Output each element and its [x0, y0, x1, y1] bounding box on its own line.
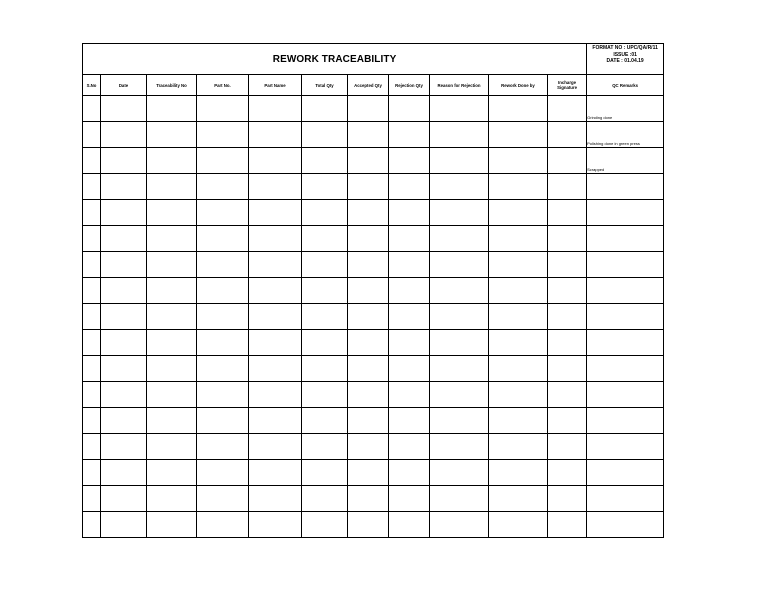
table-cell[interactable] — [197, 460, 249, 486]
table-row — [83, 122, 664, 148]
table-cell[interactable] — [83, 304, 101, 330]
qc-remarks-cell[interactable] — [587, 200, 664, 226]
table-cell[interactable] — [389, 434, 430, 460]
table-cell[interactable] — [302, 174, 348, 200]
table-cell[interactable] — [430, 200, 489, 226]
column-header: Total Qty — [302, 75, 348, 96]
table-cell[interactable] — [489, 382, 548, 408]
table-cell[interactable] — [430, 226, 489, 252]
table-row — [83, 434, 664, 460]
column-header: Date — [101, 75, 147, 96]
table-cell[interactable] — [389, 460, 430, 486]
table-cell[interactable] — [197, 174, 249, 200]
table-cell[interactable] — [101, 174, 147, 200]
table-cell[interactable] — [249, 434, 302, 460]
table-row — [83, 408, 664, 434]
table-row — [83, 96, 664, 122]
qc-remarks-cell[interactable] — [587, 460, 664, 486]
table-cell[interactable] — [249, 356, 302, 382]
table-row — [83, 330, 664, 356]
table-cell[interactable] — [147, 460, 197, 486]
column-header: Part Name — [249, 75, 302, 96]
table-cell[interactable] — [83, 408, 101, 434]
table-cell[interactable] — [489, 174, 548, 200]
table-cell[interactable] — [548, 200, 587, 226]
table-cell[interactable] — [197, 226, 249, 252]
table-cell[interactable] — [147, 408, 197, 434]
table-cell[interactable] — [197, 330, 249, 356]
table-cell[interactable] — [197, 278, 249, 304]
qc-remarks-cell[interactable] — [587, 278, 664, 304]
table-cell[interactable] — [101, 148, 147, 174]
table-cell[interactable] — [249, 96, 302, 122]
qc-remarks-cell[interactable] — [587, 304, 664, 330]
table-cell[interactable] — [101, 356, 147, 382]
table-cell[interactable] — [83, 148, 101, 174]
table-cell[interactable] — [430, 148, 489, 174]
table-cell[interactable] — [249, 252, 302, 278]
table-cell[interactable] — [389, 304, 430, 330]
table-cell[interactable] — [348, 460, 389, 486]
table-cell[interactable] — [101, 434, 147, 460]
format-number: FORMAT NO : UPC/QA/R/11 — [592, 45, 658, 51]
table-cell[interactable] — [147, 148, 197, 174]
table-cell[interactable] — [389, 200, 430, 226]
table-cell[interactable] — [489, 278, 548, 304]
table-cell[interactable] — [548, 408, 587, 434]
table-cell[interactable] — [430, 356, 489, 382]
table-cell[interactable] — [430, 252, 489, 278]
table-cell[interactable] — [101, 226, 147, 252]
table-cell[interactable] — [101, 408, 147, 434]
table-cell[interactable] — [197, 96, 249, 122]
table-cell[interactable] — [389, 226, 430, 252]
table-cell[interactable] — [197, 486, 249, 512]
table-cell[interactable] — [348, 330, 389, 356]
table-cell[interactable] — [249, 460, 302, 486]
table-row — [83, 252, 664, 278]
table-cell[interactable] — [83, 200, 101, 226]
table-cell[interactable] — [548, 148, 587, 174]
table-cell[interactable] — [389, 356, 430, 382]
table-cell[interactable] — [548, 460, 587, 486]
table-cell[interactable] — [147, 382, 197, 408]
table-cell[interactable] — [83, 96, 101, 122]
table-cell[interactable] — [249, 304, 302, 330]
table-cell[interactable] — [389, 174, 430, 200]
table-cell[interactable] — [348, 122, 389, 148]
qc-remarks-cell[interactable] — [587, 434, 664, 460]
table-cell[interactable] — [83, 122, 101, 148]
table-cell[interactable] — [147, 434, 197, 460]
table-cell[interactable] — [197, 382, 249, 408]
table-cell[interactable] — [489, 96, 548, 122]
table-cell[interactable] — [197, 200, 249, 226]
table-row — [83, 512, 664, 538]
table-cell[interactable] — [430, 512, 489, 538]
table-cell[interactable] — [302, 330, 348, 356]
table-cell[interactable] — [348, 200, 389, 226]
table-cell[interactable] — [101, 486, 147, 512]
column-header: Rework Done by — [489, 75, 548, 96]
table-cell[interactable] — [302, 486, 348, 512]
table-cell[interactable] — [249, 330, 302, 356]
table-row — [83, 460, 664, 486]
table-cell[interactable] — [101, 278, 147, 304]
table-cell[interactable] — [197, 252, 249, 278]
table-cell[interactable] — [489, 148, 548, 174]
qc-remarks-cell[interactable] — [587, 408, 664, 434]
table-cell[interactable] — [389, 408, 430, 434]
table-cell[interactable] — [249, 174, 302, 200]
table-cell[interactable] — [430, 408, 489, 434]
table-cell[interactable] — [348, 304, 389, 330]
qc-remarks-cell[interactable] — [587, 330, 664, 356]
table-cell[interactable] — [249, 226, 302, 252]
table-cell[interactable] — [548, 278, 587, 304]
table-cell[interactable] — [83, 382, 101, 408]
table-cell[interactable] — [389, 96, 430, 122]
table-cell[interactable] — [348, 226, 389, 252]
table-cell[interactable] — [389, 252, 430, 278]
table-cell[interactable] — [348, 486, 389, 512]
table-cell[interactable] — [430, 486, 489, 512]
table-cell[interactable] — [249, 486, 302, 512]
table-cell[interactable] — [147, 226, 197, 252]
table-cell[interactable] — [430, 304, 489, 330]
table-cell[interactable] — [147, 252, 197, 278]
qc-remarks-cell[interactable]: Grinding done — [587, 96, 664, 122]
table-cell[interactable] — [147, 330, 197, 356]
table-cell[interactable] — [249, 512, 302, 538]
table-cell[interactable] — [348, 408, 389, 434]
table-cell[interactable] — [101, 304, 147, 330]
table-cell[interactable] — [101, 252, 147, 278]
table-row — [83, 226, 664, 252]
table-cell[interactable] — [489, 356, 548, 382]
table-cell[interactable] — [249, 408, 302, 434]
table-cell[interactable] — [348, 382, 389, 408]
table-cell[interactable] — [147, 304, 197, 330]
qc-remarks-cell[interactable]: Polishing done in green press — [587, 122, 664, 148]
qc-remarks-cell[interactable]: Scrapped — [587, 148, 664, 174]
table-cell[interactable] — [489, 460, 548, 486]
issue-number: ISSUE :01 — [613, 51, 637, 58]
qc-remarks-cell[interactable] — [587, 382, 664, 408]
table-cell[interactable] — [348, 278, 389, 304]
table-cell[interactable] — [548, 434, 587, 460]
table-cell[interactable] — [83, 434, 101, 460]
table-cell[interactable] — [83, 330, 101, 356]
qc-remarks-cell[interactable] — [587, 486, 664, 512]
table-cell[interactable] — [101, 122, 147, 148]
column-header: Part No. — [197, 75, 249, 96]
table-cell[interactable] — [302, 382, 348, 408]
table-cell[interactable] — [302, 434, 348, 460]
table-cell[interactable] — [83, 252, 101, 278]
table-cell[interactable] — [302, 278, 348, 304]
table-cell[interactable] — [430, 278, 489, 304]
table-cell[interactable] — [430, 330, 489, 356]
table-cell[interactable] — [389, 330, 430, 356]
table-cell[interactable] — [489, 200, 548, 226]
table-cell[interactable] — [197, 122, 249, 148]
table-cell[interactable] — [548, 330, 587, 356]
table-cell[interactable] — [348, 356, 389, 382]
table-cell[interactable] — [147, 122, 197, 148]
table-cell[interactable] — [489, 304, 548, 330]
table-cell[interactable] — [548, 174, 587, 200]
table-cell[interactable] — [101, 96, 147, 122]
table-cell[interactable] — [489, 512, 548, 538]
table-cell[interactable] — [548, 304, 587, 330]
table-cell[interactable] — [430, 434, 489, 460]
table-cell[interactable] — [348, 148, 389, 174]
table-cell[interactable] — [197, 304, 249, 330]
format-info — [587, 44, 664, 75]
table-cell[interactable] — [348, 434, 389, 460]
table-row — [83, 200, 664, 226]
rework-traceability-form — [82, 43, 663, 538]
column-header: QC Remarks — [587, 75, 664, 96]
table-cell[interactable] — [548, 356, 587, 382]
table-cell[interactable] — [83, 356, 101, 382]
table-cell[interactable] — [101, 382, 147, 408]
table-cell[interactable] — [489, 252, 548, 278]
table-cell[interactable] — [489, 486, 548, 512]
table-cell[interactable] — [147, 356, 197, 382]
table-cell[interactable] — [302, 356, 348, 382]
table-row — [83, 148, 664, 174]
table-cell[interactable] — [197, 434, 249, 460]
column-header: Accepted Qty — [348, 75, 389, 96]
table-cell[interactable] — [101, 330, 147, 356]
column-header: Incharge Signature — [548, 75, 587, 96]
table-cell[interactable] — [389, 486, 430, 512]
qc-remarks-cell[interactable] — [587, 174, 664, 200]
table-cell[interactable] — [147, 278, 197, 304]
table-row — [83, 304, 664, 330]
table-cell[interactable] — [489, 226, 548, 252]
column-header: S.No — [83, 75, 101, 96]
table-cell[interactable] — [302, 96, 348, 122]
qc-remarks-cell[interactable] — [587, 356, 664, 382]
table-row — [83, 486, 664, 512]
table-cell[interactable] — [302, 460, 348, 486]
table-cell[interactable] — [548, 122, 587, 148]
table-cell[interactable] — [147, 200, 197, 226]
table-row — [83, 278, 664, 304]
table-row — [83, 356, 664, 382]
table-row — [83, 174, 664, 200]
form-title: REWORK TRACEABILITY — [83, 44, 587, 75]
table-cell[interactable] — [548, 226, 587, 252]
table-cell[interactable] — [249, 122, 302, 148]
table-cell[interactable] — [302, 512, 348, 538]
table-cell[interactable] — [348, 512, 389, 538]
table-cell[interactable] — [548, 512, 587, 538]
table-cell[interactable] — [548, 382, 587, 408]
title-row — [83, 44, 664, 75]
form-table — [82, 43, 664, 538]
table-cell[interactable] — [430, 96, 489, 122]
table-cell[interactable] — [389, 278, 430, 304]
table-cell[interactable] — [101, 460, 147, 486]
column-header: Rejection Qty — [389, 75, 430, 96]
table-cell[interactable] — [302, 408, 348, 434]
table-cell[interactable] — [389, 512, 430, 538]
table-cell[interactable] — [389, 122, 430, 148]
table-cell[interactable] — [348, 174, 389, 200]
table-cell[interactable] — [302, 226, 348, 252]
table-cell[interactable] — [197, 356, 249, 382]
table-cell[interactable] — [83, 486, 101, 512]
table-cell[interactable] — [430, 174, 489, 200]
table-cell[interactable] — [302, 252, 348, 278]
table-cell[interactable] — [147, 96, 197, 122]
table-cell[interactable] — [197, 512, 249, 538]
table-cell[interactable] — [489, 330, 548, 356]
table-cell[interactable] — [489, 408, 548, 434]
table-cell[interactable] — [197, 148, 249, 174]
table-cell[interactable] — [249, 278, 302, 304]
format-date: DATE : 01.04.19 — [606, 58, 644, 64]
table-cell[interactable] — [548, 486, 587, 512]
table-cell[interactable] — [147, 512, 197, 538]
table-cell[interactable] — [430, 122, 489, 148]
table-cell[interactable] — [348, 96, 389, 122]
table-cell[interactable] — [548, 96, 587, 122]
table-cell[interactable] — [489, 122, 548, 148]
qc-remarks-cell[interactable] — [587, 512, 664, 538]
qc-remarks-cell[interactable] — [587, 226, 664, 252]
table-cell[interactable] — [548, 252, 587, 278]
table-row — [83, 382, 664, 408]
table-cell[interactable] — [197, 408, 249, 434]
qc-remarks-cell[interactable] — [587, 252, 664, 278]
table-cell[interactable] — [147, 486, 197, 512]
table-cell[interactable] — [430, 460, 489, 486]
table-cell[interactable] — [83, 460, 101, 486]
table-cell[interactable] — [489, 434, 548, 460]
table-cell[interactable] — [302, 200, 348, 226]
table-cell[interactable] — [83, 226, 101, 252]
table-cell[interactable] — [430, 382, 489, 408]
table-cell[interactable] — [249, 148, 302, 174]
table-cell[interactable] — [389, 148, 430, 174]
table-cell[interactable] — [83, 278, 101, 304]
table-cell[interactable] — [302, 122, 348, 148]
table-cell[interactable] — [147, 174, 197, 200]
table-cell[interactable] — [83, 174, 101, 200]
table-cell[interactable] — [249, 382, 302, 408]
table-cell[interactable] — [101, 512, 147, 538]
table-cell[interactable] — [302, 148, 348, 174]
table-cell[interactable] — [249, 200, 302, 226]
table-cell[interactable] — [389, 382, 430, 408]
column-header: Traceability No — [147, 75, 197, 96]
table-cell[interactable] — [101, 200, 147, 226]
table-cell[interactable] — [83, 512, 101, 538]
header-row — [83, 75, 664, 96]
table-cell[interactable] — [302, 304, 348, 330]
column-header: Reason for Rejection — [430, 75, 489, 96]
table-cell[interactable] — [348, 252, 389, 278]
